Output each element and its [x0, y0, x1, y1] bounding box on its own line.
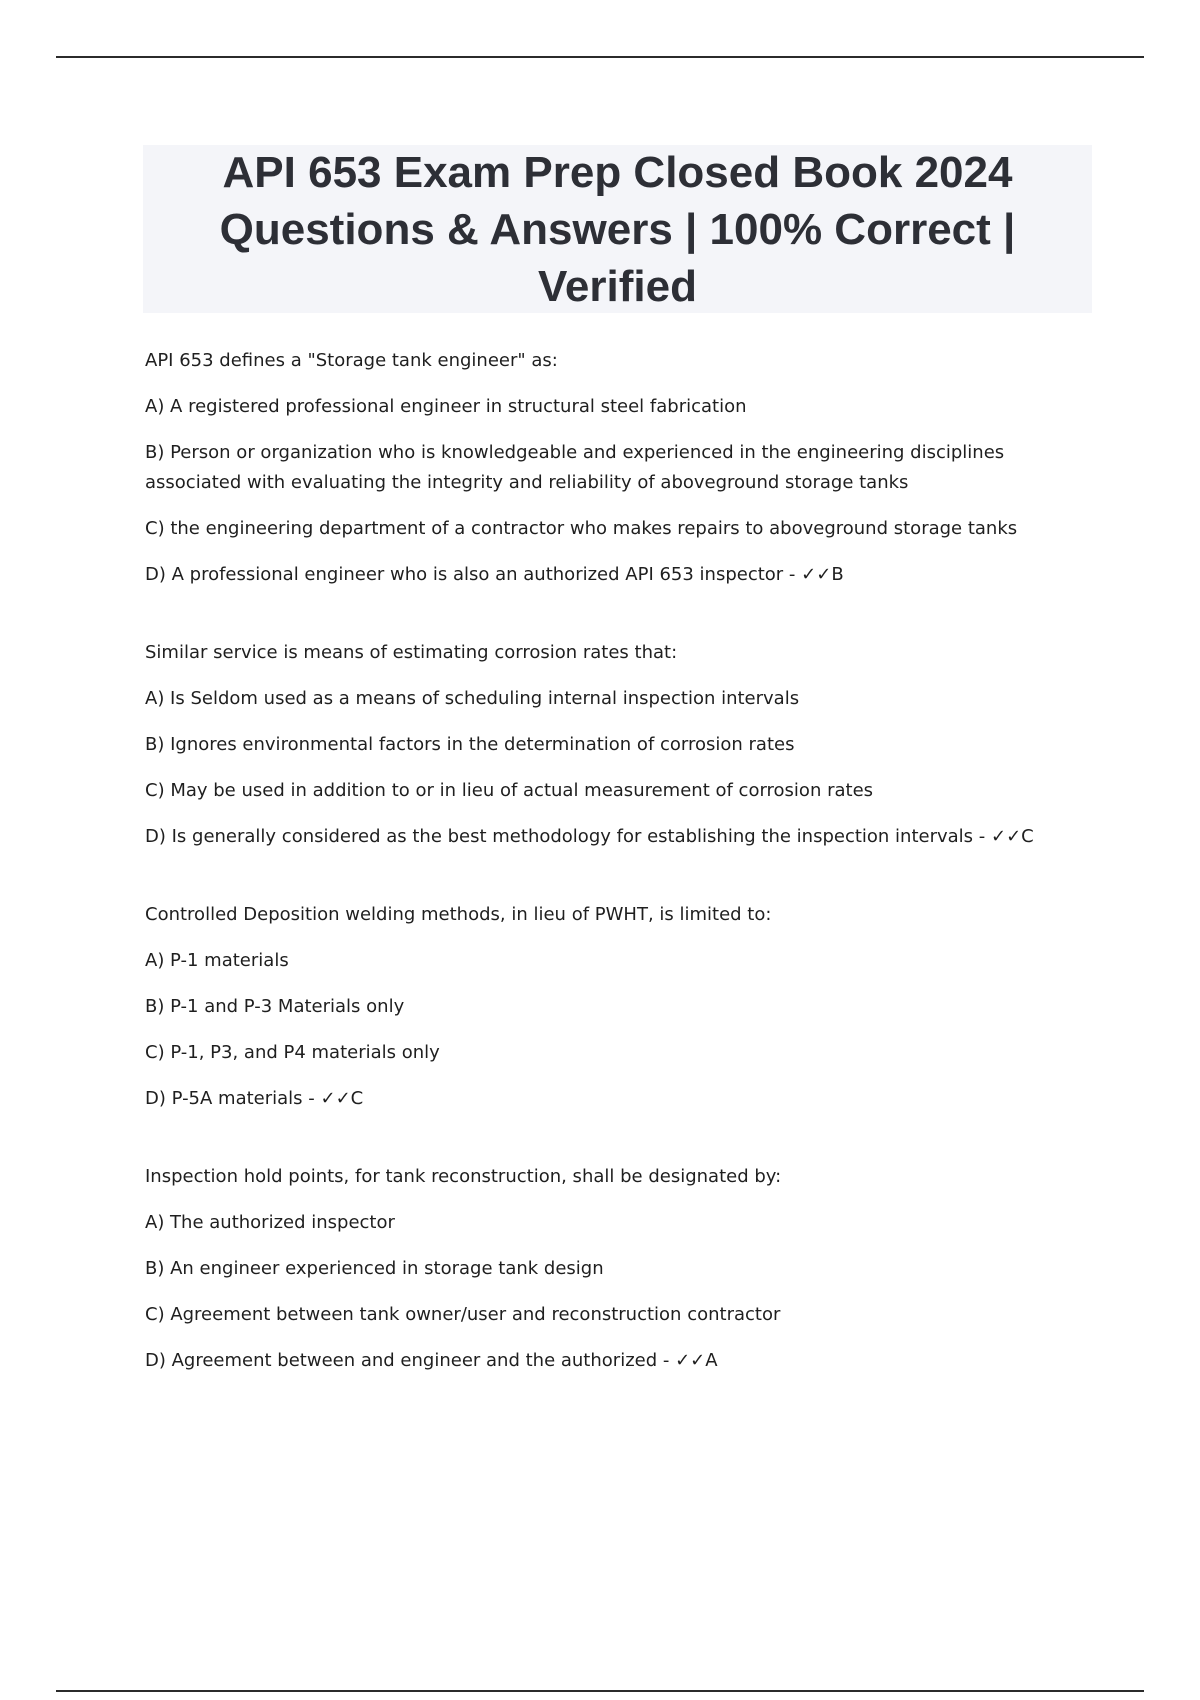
title-banner: [143, 145, 1092, 313]
option-b: B) Ignores environmental factors in the determination of corrosion rates: [145, 734, 795, 755]
option-d: [145, 822, 1075, 852]
option-c: C) May be used in addition to or in lieu of actual measurement of corrosion rates: [145, 780, 874, 801]
option-a: A) A registered professional engineer in structural steel fabrication: [145, 396, 747, 417]
double-check-icon: ✓✓: [990, 826, 1022, 847]
option-d-text: D) A professional engineer who is also an authorized API 653 inspector -: [145, 564, 802, 585]
question-text: Controlled Deposition welding methods, in lieu of PWHT, is limited to:: [145, 904, 772, 925]
option-d: [145, 560, 1075, 590]
question-text: Inspection hold points, for tank reconstruction, shall be designated by:: [145, 1166, 782, 1187]
question-block-4: [145, 1162, 1075, 1376]
option-d-text: D) P-5A materials -: [145, 1088, 321, 1109]
question-text: Similar service is means of estimating corrosion rates that:: [145, 642, 678, 663]
option-a: A) P-1 materials: [145, 950, 289, 971]
double-check-icon: ✓✓: [801, 564, 832, 585]
option-c: C) Agreement between tank owner/user and reconstruction contractor: [145, 1304, 781, 1325]
qa-content: [145, 346, 1075, 1424]
answer-letter: B: [831, 564, 844, 585]
bottom-rule: [56, 1690, 1144, 1692]
option-b: B) P-1 and P-3 Materials only: [145, 996, 405, 1017]
top-rule: [56, 56, 1144, 58]
option-c: C) P-1, P3, and P4 materials only: [145, 1042, 440, 1063]
option-d: [145, 1346, 1075, 1376]
option-c: C) the engineering department of a contractor who makes repairs to aboveground storage tanks: [145, 518, 1018, 539]
answer-letter: A: [705, 1350, 718, 1371]
answer-letter: C: [350, 1088, 364, 1109]
question-block-3: [145, 900, 1075, 1114]
option-b: B) Person or organization who is knowledgeable and experienced in the engineering disciplines associated with evaluating the integrity and reliability of aboveground storage tanks: [145, 442, 1005, 493]
option-d: [145, 1084, 1075, 1114]
option-b: B) An engineer experienced in storage tank design: [145, 1258, 604, 1279]
question-block-2: [145, 638, 1075, 852]
option-a: A) Is Seldom used as a means of scheduling internal inspection intervals: [145, 688, 800, 709]
question-block-1: [145, 346, 1075, 590]
question-text: API 653 defines a "Storage tank engineer" as:: [145, 350, 558, 371]
document-title: API 653 Exam Prep Closed Book 2024 Questions & Answers | 100% Correct | Verified: [219, 147, 1016, 311]
double-check-icon: ✓✓: [675, 1350, 706, 1371]
option-a: A) The authorized inspector: [145, 1212, 395, 1233]
option-d-text: D) Is generally considered as the best methodology for establishing the inspection intervals -: [145, 826, 991, 847]
option-d-text: D) Agreement between and engineer and the authorized -: [145, 1350, 676, 1371]
answer-letter: C: [1021, 826, 1034, 847]
double-check-icon: ✓✓: [320, 1088, 351, 1109]
